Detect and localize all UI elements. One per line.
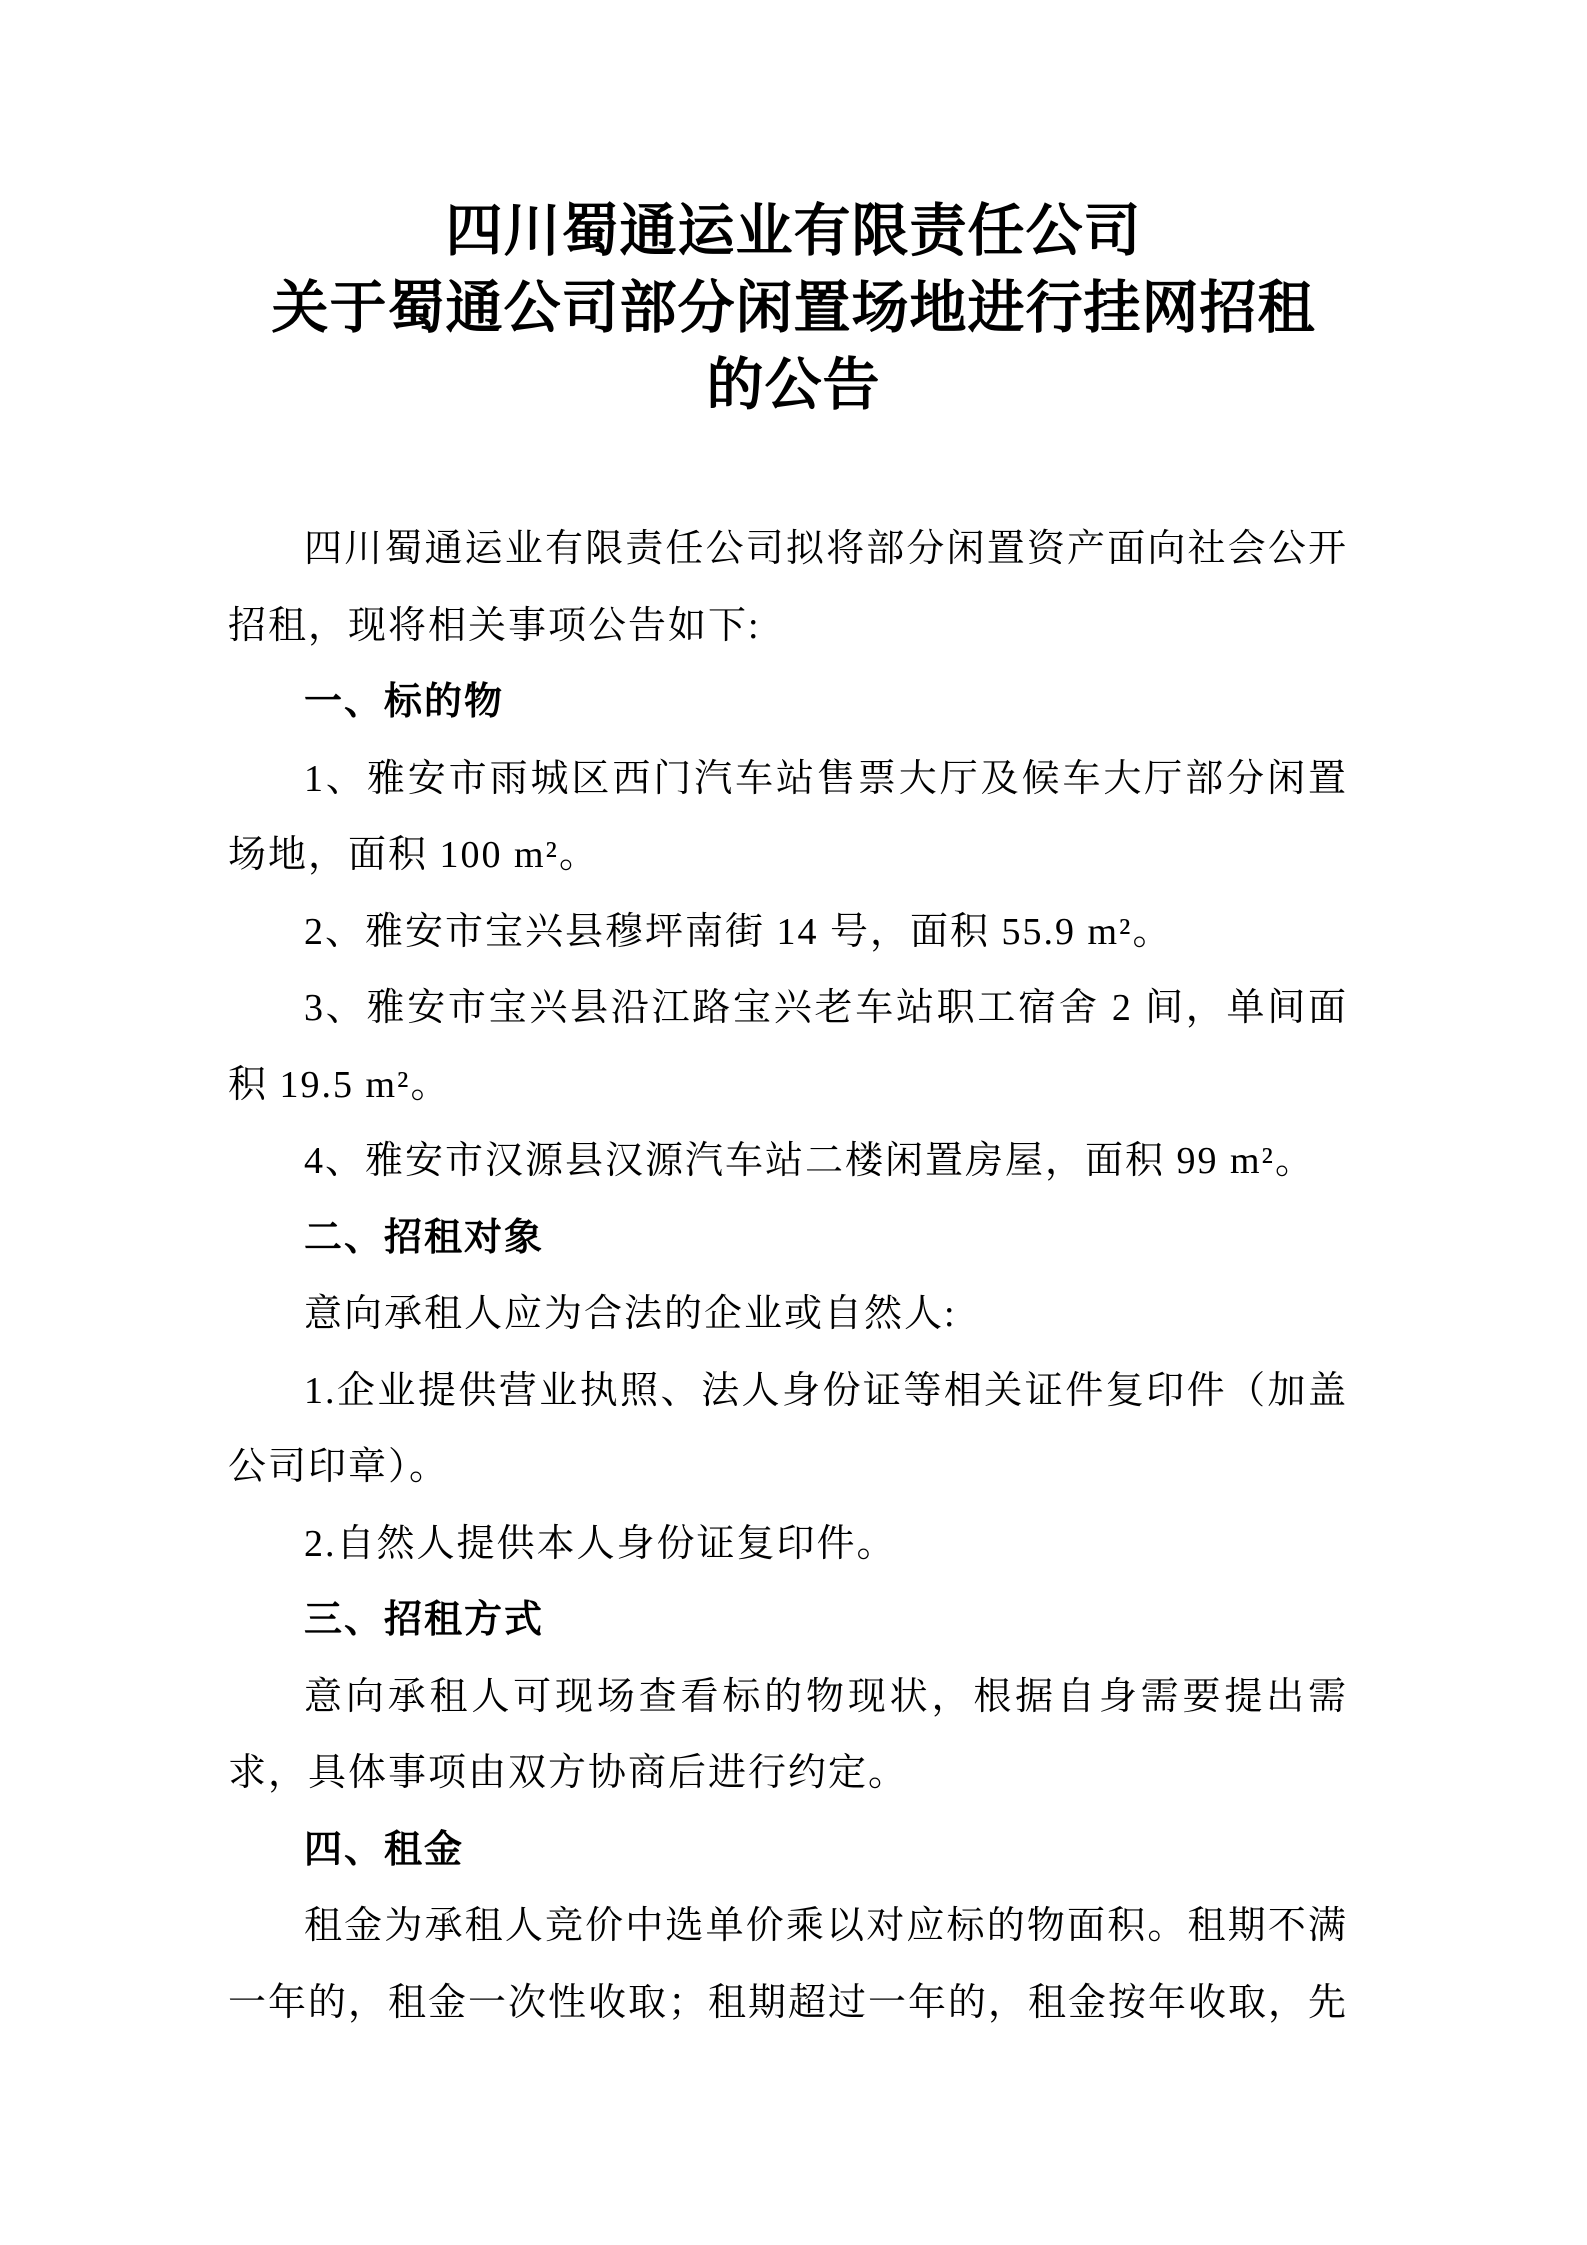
tenants-item-1: 1.企业提供营业执照、法人身份证等相关证件复印件（加盖公司印章）。: [228, 1369, 1348, 1488]
target-item-2: 2、雅安市宝兴县穆坪南街 14 号，面积 55.9 m²。: [304, 910, 1173, 953]
target-item-3: 3、雅安市宝兴县沿江路宝兴老车站职工宿舍 2 间，单间面积 19.5 m²。: [228, 987, 1348, 1106]
title-line-1: 四川蜀通运业有限责任公司: [445, 200, 1142, 263]
tenants-intro: 意向承租人应为合法的企业或自然人:: [304, 1293, 957, 1335]
intro-paragraph: 四川蜀通运业有限责任公司拟将部分闲置资产面向社会公开招租，现将相关事项公告如下:: [228, 528, 1348, 647]
target-item-4: 4、雅安市汉源县汉源汽车站二楼闲置房屋，面积 99 m²。: [304, 1140, 1315, 1182]
rent-paragraph: 租金为承租人竞价中选单价乘以对应标的物面积。租期不满一年的，租金一次性收取；租期超过一年的，租金按年收取，先: [228, 1905, 1349, 2024]
section-heading-rent: 四、租金: [304, 1828, 465, 1871]
tenants-item-2: 2.自然人提供本人身份证复印件。: [304, 1522, 897, 1565]
document-body: [228, 511, 1348, 2041]
target-item-1: 1、雅安市雨城区西门汽车站售票大厅及候车大厅部分闲置场地，面积 100 m²。: [228, 757, 1348, 876]
method-paragraph: 意向承租人可现场查看标的物现状，根据自身需要提出需求，具体事项由双方协商后进行约定。: [228, 1675, 1348, 1794]
title-line-2: 关于蜀通公司部分闲置场地进行挂网招租: [271, 277, 1316, 340]
section-heading-targets: 一、标的物: [304, 681, 505, 723]
title-line-3: 的公告: [706, 354, 881, 417]
section-heading-method: 三、招租方式: [304, 1599, 545, 1641]
document-title: [0, 193, 1587, 424]
section-heading-tenants: 二、招租对象: [304, 1216, 545, 1259]
